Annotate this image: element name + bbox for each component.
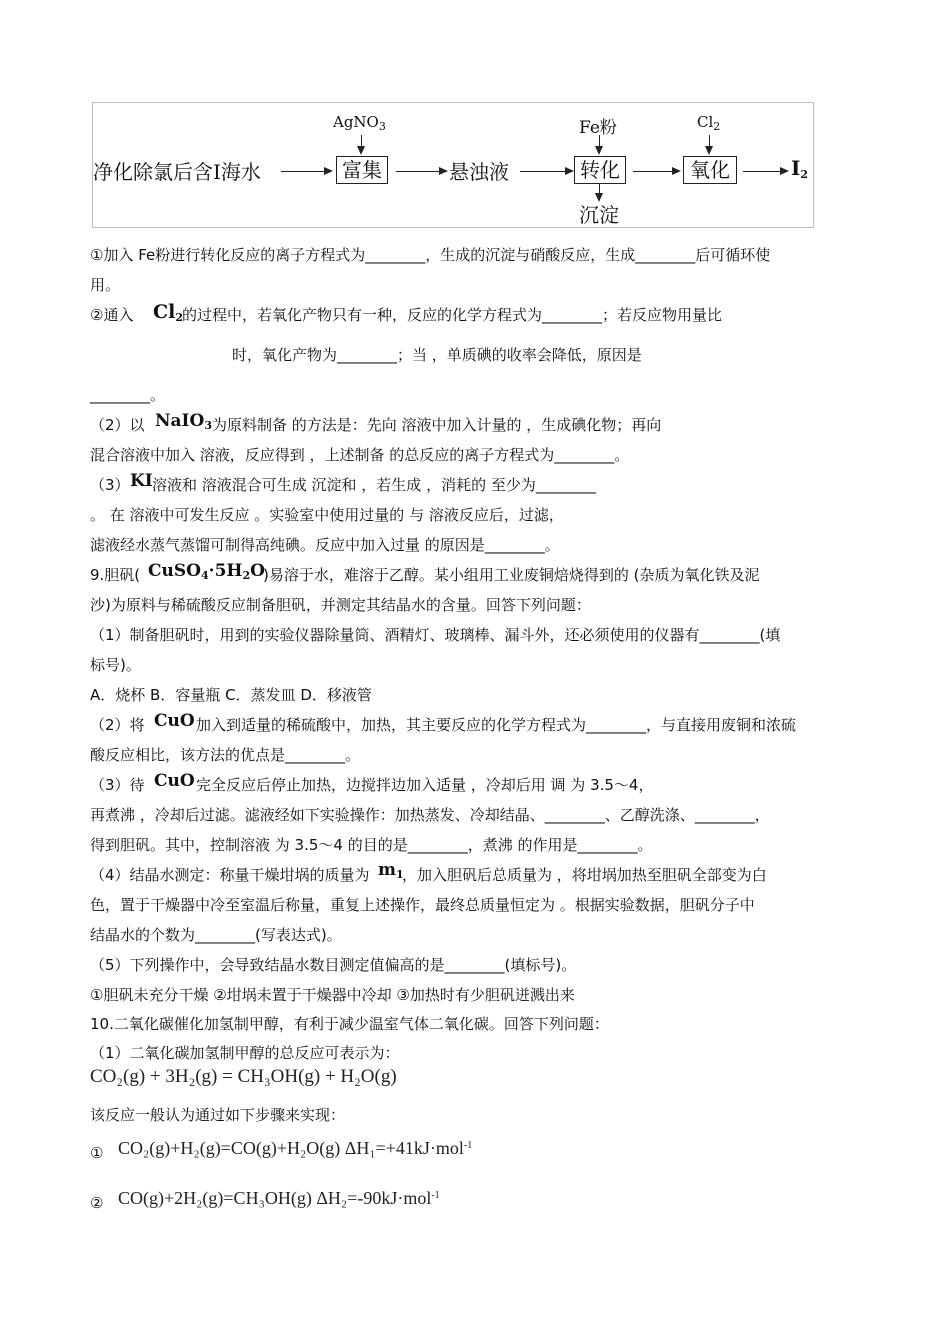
text-line: 的过程中，若氧化产物只有一种，反应的化学方程式为________；若反应物用量比 bbox=[182, 306, 723, 324]
cl2-formula: $Cl_2$ bbox=[153, 301, 183, 324]
flow-arrow bbox=[520, 171, 572, 172]
convert-box: 转化 bbox=[574, 156, 626, 184]
text-line: 。 在 溶液中可发生反应 。实验室中使用过量的 与 溶液反应后，过滤， bbox=[90, 506, 564, 524]
answer-options: A．烧杯 B．容量瓶 C．蒸发皿 D．移液管 bbox=[90, 686, 372, 704]
text-line: 10.二氧化碳催化加氢制甲醇，有利于减少温室气体二氧化碳。回答下列问题： bbox=[90, 1015, 609, 1033]
text-line: 滤液经水蒸气蒸馏可制得高纯碘。反应中加入过量 的原因是________。 bbox=[90, 536, 560, 554]
text-line: 加入到适量的稀硫酸中，加热，其主要反应的化学方程式为________，与直接用废铜和浓硫 bbox=[196, 716, 797, 734]
text-line: （2）将 bbox=[90, 716, 145, 734]
cuso4-formula: $CuSO_4\cdot 5H_2O$ bbox=[148, 561, 265, 582]
cuo-formula: CuO bbox=[154, 771, 195, 791]
ki-formula: KI bbox=[130, 471, 153, 491]
cuo-formula: CuO bbox=[154, 711, 195, 731]
process-flowchart bbox=[92, 102, 814, 228]
flow-arrow-down bbox=[709, 135, 710, 153]
naio3-formula: NaIO$_3$ bbox=[155, 411, 212, 432]
text-line: （1）制备胆矾时，用到的实验仪器除量筒、酒精灯、玻璃棒、漏斗外，还必须使用的仪器有________(填 bbox=[90, 626, 781, 644]
flow-arrow bbox=[633, 171, 679, 172]
text-line: ________。 bbox=[90, 386, 166, 404]
oxidize-box: 氧化 bbox=[683, 156, 737, 184]
text-line: )易溶于水，难溶于乙醇。某小组用工业废铜焙烧得到的 (杂质为氧化铁及泥 bbox=[263, 566, 760, 584]
text-line: 结晶水的个数为________(写表达式)。 bbox=[90, 926, 342, 944]
text-line: （1）二氧化碳加氢制甲醇的总反应可表示为： bbox=[90, 1044, 400, 1062]
text-line: 酸反应相比，该方法的优点是________。 bbox=[90, 746, 361, 764]
step2-equation: CO(g)+2H₂(g)=CH₃OH(g) ΔH₂=-90kJ·mol$^{-1}$ bbox=[118, 1188, 440, 1208]
text-line: 该反应一般认为通过如下步骤来实现： bbox=[90, 1106, 346, 1124]
text-line: （3） bbox=[90, 476, 130, 494]
text-line: （5）下列操作中，会导致结晶水数目测定值偏高的是________(填标号)。 bbox=[90, 956, 577, 974]
text-line: （3）待 bbox=[90, 776, 145, 794]
text-line: 色，置于干燥器中冷至室温后称量，重复上述操作，最终总质量恒定为 。根据实验数据，胆矾分子中 bbox=[90, 896, 755, 914]
text-line: 得到胆矾。其中，控制溶液 为 3.5～4 的目的是________，煮沸 的作用是________。 bbox=[90, 836, 653, 854]
m1-symbol: $m_1$ bbox=[378, 860, 404, 881]
flow-arrow bbox=[281, 171, 331, 172]
text-line: 沙)为原料与稀硫酸反应制备胆矾，并测定其结晶水的含量。回答下列问题： bbox=[90, 596, 591, 614]
flow-start-label: 净化除氯后含I海水 bbox=[93, 160, 261, 184]
text-line: （2）以 bbox=[90, 416, 145, 434]
text-line: 混合溶液中加入 溶液，反应得到 ，上述制备 的总反应的离子方程式为________。 bbox=[90, 446, 630, 464]
flow-arrow bbox=[743, 171, 787, 172]
total-equation: CO₂(g) + 3H₂(g) = CH₃OH(g) + H₂O(g) bbox=[90, 1066, 397, 1087]
flow-arrow bbox=[396, 171, 446, 172]
text-line: 时，氧化产物为________；当 ，单质碘的收率会降低，原因是 bbox=[232, 346, 642, 364]
text-line: ①加入 Fe粉进行转化反应的离子方程式为________，生成的沉淀与硝酸反应，生成________后可循环使 bbox=[90, 246, 771, 264]
circled-one: ① bbox=[90, 1144, 104, 1162]
circled-two: ② bbox=[90, 1194, 104, 1212]
text-line: ①胆矾未充分干燥 ②坩埚未置于干燥器中冷却 ③加热时有少胆矾迸溅出来 bbox=[90, 986, 575, 1004]
text-line: 标号)。 bbox=[90, 656, 141, 674]
flow-arrow-down bbox=[599, 135, 600, 153]
iodine-product: $I_2$ bbox=[791, 156, 809, 181]
text-line: 再煮沸 ，冷却后过滤。滤液经如下实验操作：加热蒸发、冷却结晶、________、乙醇洗涤、________， bbox=[90, 806, 770, 824]
flow-arrow-down bbox=[361, 135, 362, 153]
text-line: 9.胆矾( bbox=[90, 566, 141, 584]
step1-equation: CO₂(g)+H₂(g)=CO(g)+H₂O(g) ΔH₁=+41kJ·mol$^{-1}$ bbox=[118, 1138, 473, 1158]
text-line: 溶液和 溶液混合可生成 沉淀和 ，若生成 ，消耗的 至少为________ bbox=[152, 476, 596, 494]
text-line: （4）结晶水测定：称量干燥坩埚的质量为 bbox=[90, 866, 370, 884]
cl2-reagent: $Cl_2$ bbox=[697, 113, 721, 133]
suspension-label: 悬浊液 bbox=[449, 160, 509, 184]
text-line: 用。 bbox=[90, 276, 121, 294]
text-line: 完全反应后停止加热，边搅拌边加入适量 ，冷却后用 调 为 3.5～4， bbox=[196, 776, 654, 794]
text-line: ②通入 bbox=[90, 306, 134, 324]
text-line: 为原料制备 的方法是：先向 溶液中加入计量的 ，生成碘化物；再向 bbox=[212, 416, 662, 434]
flow-arrow-down bbox=[599, 184, 600, 200]
agno3-reagent: AgNO$_3$ bbox=[333, 113, 386, 133]
fe-reagent: Fe粉 bbox=[579, 118, 617, 138]
enrich-box: 富集 bbox=[336, 156, 388, 184]
precipitate-label: 沉淀 bbox=[579, 203, 619, 227]
text-line: ，加入胆矾后总质量为 ，将坩埚加热至胆矾全部变为白 bbox=[402, 866, 767, 884]
